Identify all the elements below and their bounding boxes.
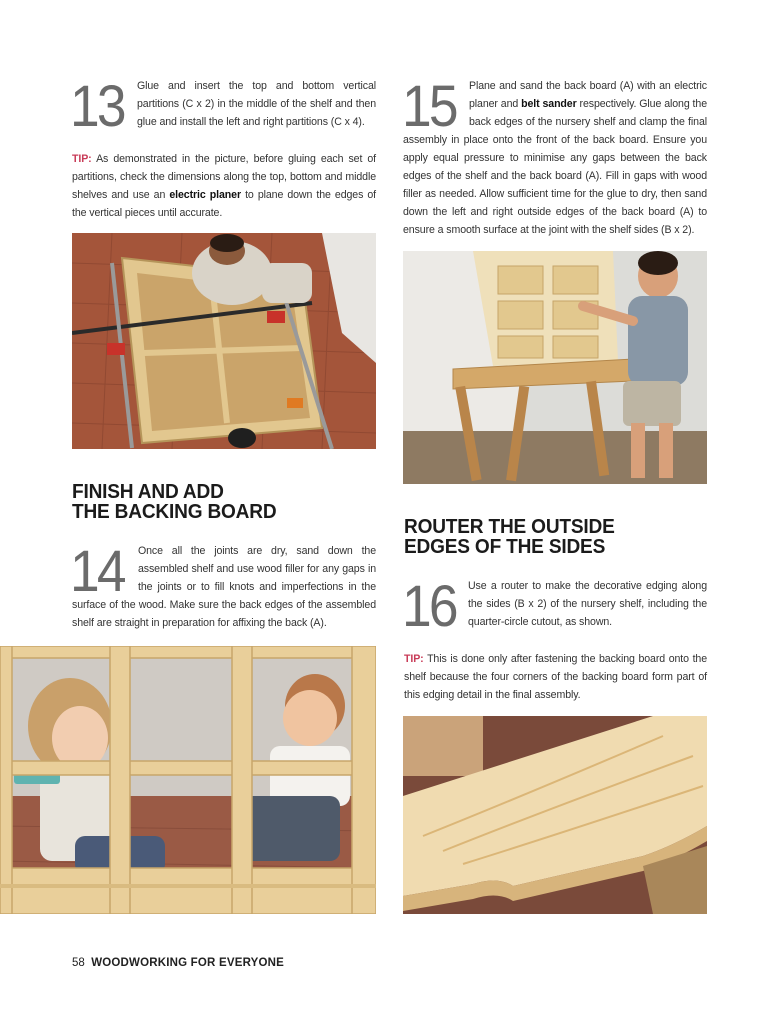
step-14-text: Once all the joints are dry, sand down the assembled shelf and use wood filler for any gaps in the joints or to fill knots and imperfections in the surface of the wood. Make sure the back edges of the assembled shelf are straight in preparation for affixing the back (A). [72, 545, 376, 629]
book-title: WOODWORKING FOR EVERYONE [91, 957, 285, 969]
tip-label: TIP: [404, 653, 424, 665]
step-16-text: Use a router to make the decorative edging along the sides (B x 2) of the nursery shelf, including the quarter-circle cutout, as shown. [468, 580, 707, 628]
page-footer [72, 957, 284, 969]
belt-sander-term: belt sander [521, 98, 577, 110]
step-16-number: 16 [402, 574, 456, 639]
page-number: 58 [72, 957, 85, 969]
step-13-number: 13 [70, 74, 124, 139]
step-14-number: 14 [70, 539, 124, 604]
step-15-number: 15 [402, 74, 456, 139]
step-16-tip: TIP: This is done only after fastening the backing board onto the shelf because the four corners of the backing board form part of this edging detail in the final assembly. [404, 653, 707, 701]
photo-routed-edge [403, 716, 707, 914]
tip-label: TIP: [72, 153, 92, 165]
photo-sanding-back-board [403, 251, 707, 484]
photo-children-sanding [0, 646, 376, 914]
step-15-text: Plane and sand the back board (A) with an electric planer and belt sander respectively. Glue along the back edges of the nursery shelf and clamp the final assembly in place onto the front of the back board. Ensure you apply equal pressure to minimise any gaps between the back edges of the shelf and the back board (A). Fill in gaps with wood filler as needed. Allow sufficient time for the glue to dry, then sand down the left and right outside edges of the back board (A) to ensure a smooth surface at the joint with the shelf sides (B x 2). [403, 80, 707, 236]
step-13-tip: TIP: As demonstrated in the picture, before gluing each set of partitions, check the dimensions along the top, bottom and middle shelves and use an electric planer to plane down the edges of the vertical pieces until accurate. [72, 153, 377, 219]
photo-clamping-shelf [72, 233, 376, 449]
section-heading-finish: FINISH AND ADD THE BACKING BOARD [72, 480, 277, 523]
tip-bold-term: electric planer [169, 189, 241, 201]
step-13-text: Glue and insert the top and bottom vertical partitions (C x 2) in the middle of the shelf and then glue and install the left and right partitions (C x 4). [137, 80, 376, 128]
section-heading-router: ROUTER THE OUTSIDE EDGES OF THE SIDES [404, 515, 615, 558]
